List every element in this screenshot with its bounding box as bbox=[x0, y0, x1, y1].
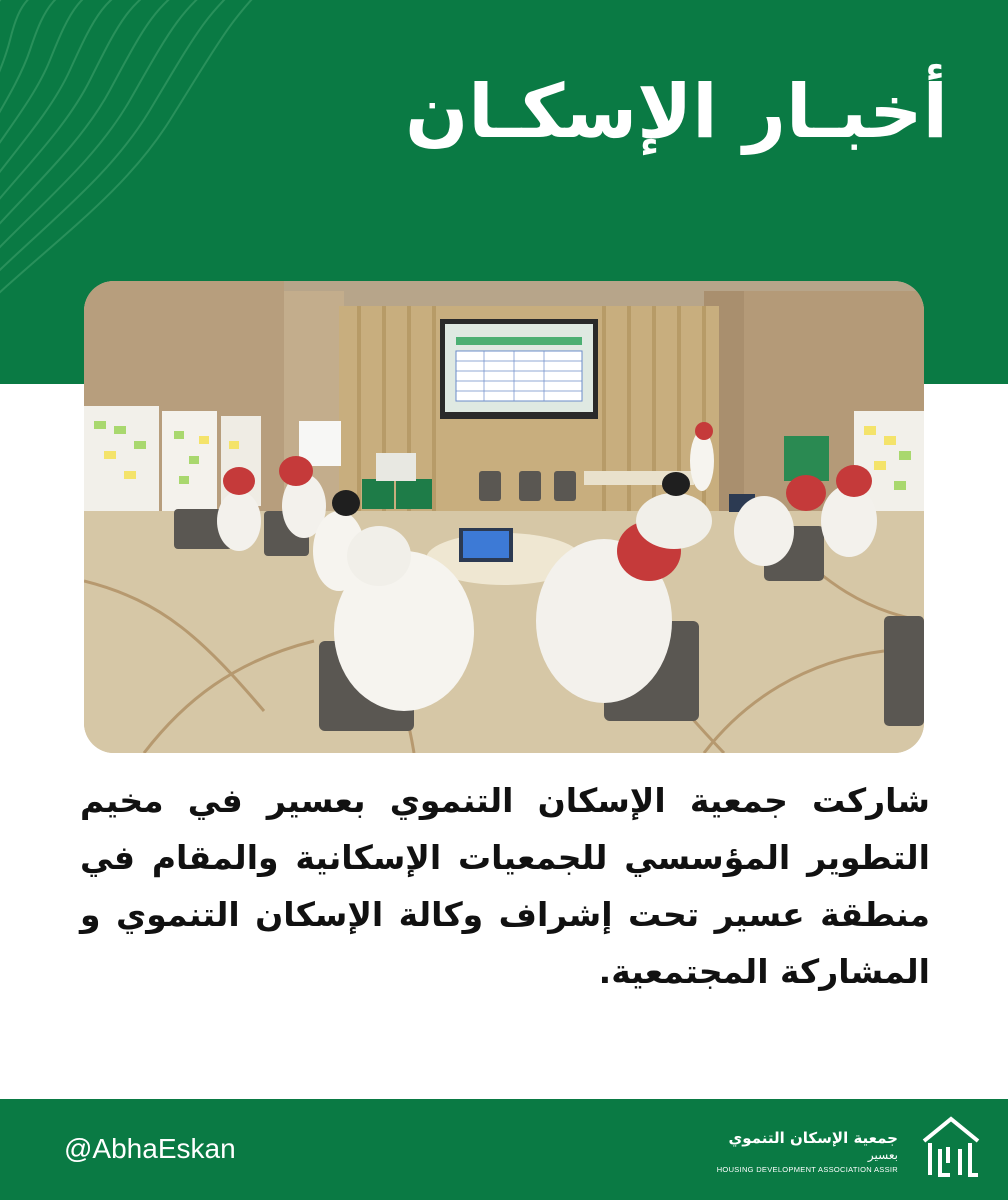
social-handle[interactable]: @AbhaEskan bbox=[64, 1133, 236, 1164]
logo-name: جمعية الإسكان التنموي bbox=[728, 1129, 898, 1147]
article-text: شاركت جمعية الإسكان التنموي بعسير في مخيم التطوير المؤسسي للجمعيات الإسكانية والمقام في منطقة عسير تحت إشراف وكالة الإسكان التنموي و المشاركة المجتمعية. bbox=[80, 781, 930, 991]
footer-band bbox=[0, 1099, 1008, 1200]
house-logo-icon bbox=[920, 1113, 982, 1181]
logo-subtitle: بعسير bbox=[867, 1148, 898, 1162]
page-title: أخبـار الإسكـان bbox=[405, 69, 948, 155]
logo-english: HOUSING DEVELOPMENT ASSOCIATION ASSIR bbox=[716, 1165, 898, 1174]
organization-logo-text bbox=[717, 1129, 898, 1177]
workshop-photo bbox=[84, 281, 924, 753]
